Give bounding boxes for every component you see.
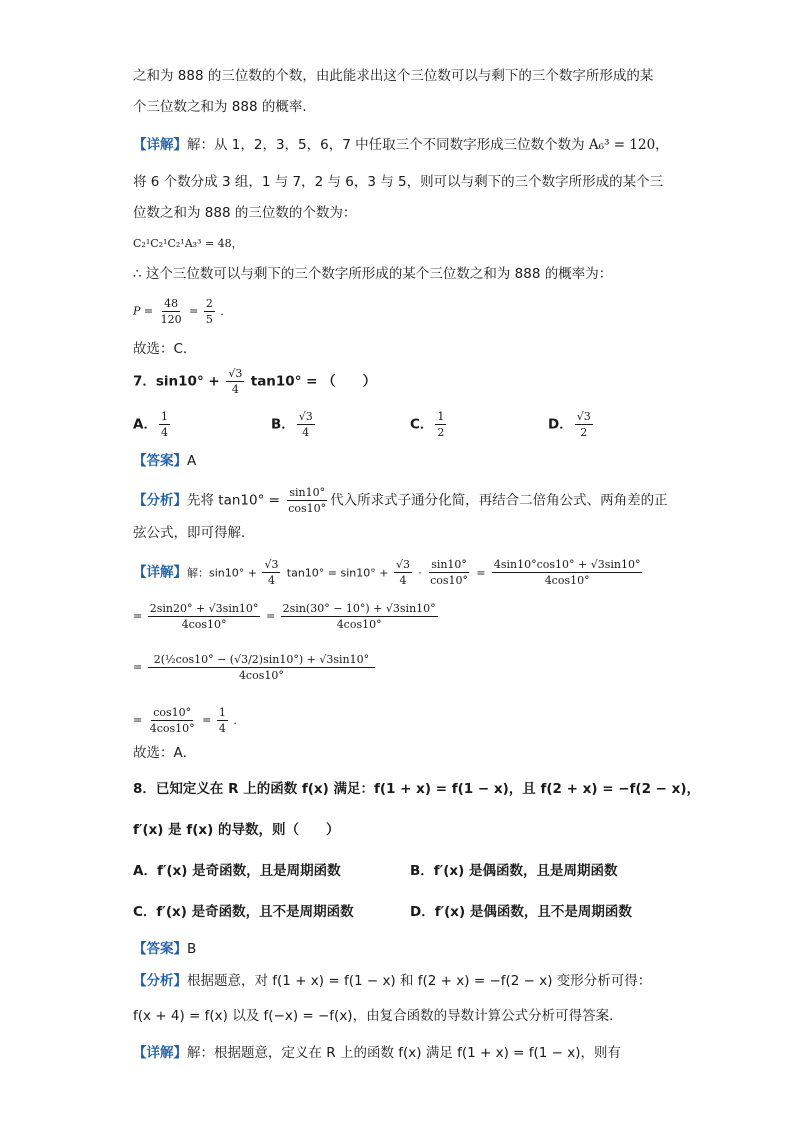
- q7-d1-f2-num: √3: [395, 558, 410, 571]
- q7-d4-a: =: [133, 713, 143, 727]
- q7-analysis-fraction: [286, 485, 328, 516]
- q7-stem: [133, 366, 376, 397]
- q7-option-a: [133, 409, 172, 440]
- q7-d4-f2-num: 1: [218, 706, 226, 719]
- detail-tag: 【详解】: [133, 1045, 187, 1061]
- p-eq: =: [189, 304, 199, 318]
- q7-d4-f1-num: cos10°: [153, 706, 192, 719]
- q7-d2-f1-den: 4cos10°: [181, 618, 227, 631]
- q6-choice: 故选：C．: [133, 341, 197, 357]
- q7-d4-fraction-1: [148, 705, 197, 736]
- q6-count-expr: C₂¹C₂¹C₂¹A₃³ = 48，: [133, 237, 243, 250]
- q7-d1-c: ·: [418, 566, 422, 580]
- p-num-1: 48: [164, 297, 179, 310]
- answer-tag: 【答案】: [133, 453, 187, 469]
- q7-d3-a: =: [133, 660, 143, 674]
- detail-tag: 【详解】: [133, 137, 187, 153]
- q8-option-d: D．f′(x) 是偶函数，且不是周期函数: [410, 904, 632, 920]
- q7-answer-line: [133, 451, 196, 471]
- q7-option-d-fraction: [575, 409, 593, 440]
- p-lhs: P =: [133, 304, 154, 318]
- q7-d1-fraction-1: [262, 557, 280, 588]
- answer-tag: 【答案】: [133, 941, 187, 957]
- q8-detail-line-1: [133, 1043, 621, 1063]
- q7-option-a-fraction: [159, 409, 170, 440]
- q7-choice: 故选：A．: [133, 745, 197, 761]
- intro-line-2: 个三位数之和为 888 的概率．: [133, 99, 316, 115]
- q7-d2-a: =: [133, 609, 143, 623]
- q6-detail-text: 解：从 1，2，3，5，6，7 中任取三个不同数字形成三位数个数为: [187, 137, 589, 153]
- q7-option-c-den: 2: [437, 426, 445, 439]
- q7-option-a-label: A．: [133, 416, 157, 433]
- q7-d1-fraction-3: [428, 557, 470, 588]
- q8-answer: B: [187, 941, 197, 957]
- q7-detail-line-1: [133, 557, 644, 588]
- analysis-tag: 【分析】: [133, 492, 187, 509]
- q7-d2-f2-den: 4cos10°: [336, 618, 382, 631]
- q7-d1-f1-num: √3: [264, 558, 279, 571]
- q7-option-b-label: B．: [271, 416, 295, 433]
- q7-analysis-den: cos10°: [288, 502, 327, 515]
- q7-stem-num: √3: [228, 367, 243, 380]
- q8-stem-line-1: 8．已知定义在 R 上的函数 f(x) 满足：f(1 + x) = f(1 − x)，且 f(2 + x) = −f(2 − x)，: [133, 781, 701, 797]
- q7-stem-b: tan10° = （ ）: [250, 373, 377, 390]
- q7-d2-b: =: [265, 609, 276, 623]
- q7-d1-fraction-2: [394, 557, 412, 588]
- q7-d1-f3-num: sin10°: [431, 558, 467, 571]
- q7-d1-f3-den: cos10°: [430, 574, 469, 587]
- q7-option-b-fraction: [297, 409, 315, 440]
- q7-stem-a: 7．sin10° +: [133, 373, 225, 390]
- q7-d1-fraction-4: [492, 557, 643, 588]
- q7-option-d-den: 2: [580, 426, 588, 439]
- q7-answer: A: [187, 453, 197, 469]
- q7-analysis-line-2: 弦公式，即可得解．: [133, 525, 255, 541]
- q7-d2-f2-num: 2sin(30° − 10°) + √3sin10°: [282, 602, 436, 615]
- q7-d1-d: =: [476, 566, 486, 580]
- q7-d3-den: 4cos10°: [238, 669, 284, 682]
- q8-analysis-line-2: f(x + 4) = f(x) 以及 f(−x) = −f(x)，由复合函数的导数计算公式分析可得答案．: [133, 1008, 623, 1024]
- q6-probability-line: [133, 296, 231, 327]
- q7-analysis-line-1: [133, 485, 668, 516]
- q7-d1-a: 解：sin10° +: [187, 566, 261, 580]
- q6-permutation-expr: A₆³ = 120，: [588, 137, 669, 153]
- q7-option-a-num: 1: [160, 410, 168, 423]
- q7-option-d-num: √3: [576, 410, 591, 423]
- q7-analysis-num: sin10°: [289, 486, 326, 499]
- q7-d4-f1-den: 4cos10°: [149, 722, 195, 735]
- q8-analysis-text-a: 根据题意，对 f(1 + x) = f(1 − x) 和 f(2 + x) = −f(2 − x) 变形分析可得：: [187, 973, 652, 989]
- intro-line-1: 之和为 888 的三位数的个数，由此能求出这个三位数可以与剩下的三个数字所形成的某: [133, 68, 654, 84]
- analysis-tag: 【分析】: [133, 973, 187, 989]
- q7-detail-line-4: [133, 705, 244, 736]
- q7-option-a-den: 4: [160, 426, 168, 439]
- q7-d4-fraction-2: [217, 705, 228, 736]
- q8-detail-text: 解：根据题意，定义在 R 上的函数 f(x) 满足 f(1 + x) = f(1 − x)，则有: [187, 1045, 622, 1061]
- q7-stem-fraction: [226, 366, 244, 397]
- q6-therefore-line: ∴ 这个三位数可以与剩下的三个数字所形成的某个三位数之和为 888 的概率为：: [133, 266, 613, 282]
- q8-option-c: C．f′(x) 是奇函数，且不是周期函数: [133, 904, 354, 920]
- q7-option-b-num: √3: [298, 410, 313, 423]
- q7-d2-fraction-2: [281, 601, 438, 632]
- q7-option-b: [271, 409, 317, 440]
- q7-d1-f4-den: 4cos10°: [544, 574, 590, 587]
- q6-detail-line-1: [133, 135, 669, 155]
- q7-d1-f1-den: 4: [267, 574, 275, 587]
- q7-analysis-text-b: 代入所求式子通分化简，再结合二倍角公式、两角差的正: [330, 492, 668, 509]
- q7-option-c-num: 1: [437, 410, 445, 423]
- q7-option-d: [548, 409, 595, 440]
- q7-d4-c: ．: [233, 713, 245, 727]
- q8-analysis-line-1: [133, 971, 651, 991]
- q8-answer-line: [133, 939, 196, 959]
- q8-stem-line-2: f′(x) 是 f(x) 的导数，则（ ）: [133, 822, 340, 838]
- q7-option-b-den: 4: [302, 426, 310, 439]
- q7-option-c: [410, 409, 448, 440]
- q7-stem-den: 4: [231, 383, 239, 396]
- p-end: ．: [220, 304, 232, 318]
- q7-d3-num: 2(½cos10° − (√3/2)sin10°) + √3sin10°: [148, 652, 375, 668]
- q8-option-b: B．f′(x) 是偶函数，且是周期函数: [410, 863, 618, 879]
- p-fraction-1: [159, 296, 184, 327]
- q7-d3-fraction: [148, 652, 375, 683]
- p-num-2: 2: [205, 297, 213, 310]
- q7-d1-f4-num: 4sin10°cos10° + √3sin10°: [493, 558, 641, 571]
- q7-d2-f1-num: 2sin20° + √3sin10°: [149, 602, 259, 615]
- q7-detail-line-3: [133, 652, 377, 683]
- q6-detail-line-3: 位数之和为 888 的三位数的个数为：: [133, 205, 357, 221]
- q7-d1-f2-den: 4: [399, 574, 407, 587]
- q7-d4-b: =: [202, 713, 212, 727]
- p-fraction-2: [204, 296, 215, 327]
- q7-d2-fraction-1: [148, 601, 261, 632]
- q7-analysis-text-a: 先将 tan10° =: [187, 492, 285, 509]
- q7-option-c-label: C．: [410, 416, 434, 433]
- p-den-2: 5: [205, 313, 213, 326]
- q8-option-a: A．f′(x) 是奇函数，且是周期函数: [133, 863, 341, 879]
- p-den-1: 120: [160, 313, 182, 326]
- q7-option-d-label: D．: [548, 416, 573, 433]
- q7-d4-f2-den: 4: [218, 722, 226, 735]
- q7-option-c-fraction: [435, 409, 446, 440]
- q7-detail-line-2: [133, 601, 440, 632]
- detail-tag: 【详解】: [133, 564, 187, 581]
- q6-detail-line-2: 将 6 个数分成 3 组，1 与 7，2 与 6，3 与 5，则可以与剩下的三个数字所形成的某个三: [133, 174, 664, 190]
- q7-d1-b: tan10° = sin10° +: [286, 566, 392, 580]
